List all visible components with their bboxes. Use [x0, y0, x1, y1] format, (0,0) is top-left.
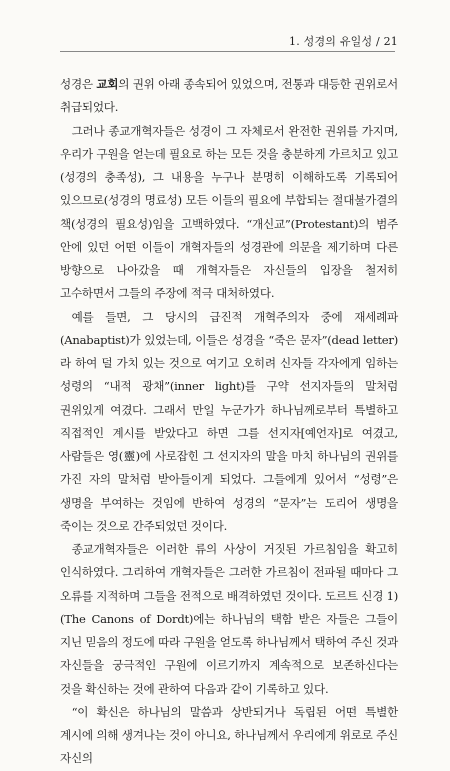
text-run: 의 권위 아래 종속되어 있었으며, 전통과 대등한 권위로서 취급되었다. [60, 77, 398, 115]
text-run: 예를 들면, 그 당시의 급진적 개혁주의자 중에 재세례파(Anabaptist)가 있었는데, 이들은 성경을 “죽은 문자”(dead letter)라 하여 덜 가치 있는 것으로 여기고 오히려 신자들 각자에게 임하는 성령의 “내적 광채”(inner light)를 구약 선지자들의 말처럼 권위있게 여겼다. 그래서 만일 누군가가 하나님께로부터 특별하고 직접적인 계시를 받았다고 하면 그를 선지자[예언자]로 여겼고, 사람들은 영(靈)에 사로잡힌 그 선지자의 말을 마치 하나님의 권위를 가진 자의 말처럼 받아들이게 되었다. 그들에게 있어서 “성령”은 생명을 부여하는 것임에 반하여 성경의 “문자”는 도리어 생명을 죽이는 것으로 간주되었던 것이다. [60, 309, 398, 533]
text-run: 그러나 종교개혁자들은 성경이 그 자체로서 완전한 권위를 가지며, 우리가 구원을 얻는데 필요로 하는 모든 것을 충분하게 가르치고 있고(성경의 충족성), 그 내용을 누구나 분명히 이해하도록 기록되어 있으므로(성경의 명료성) 모든 이들의 필요에 부합되는 절대불가결의 책(성경의 필요성)임을 고백하였다. “개신교”(Protestant)의 범주 안에 있던 어떤 이들이 개혁자들의 성경관에 의문을 제기하며 다른 방향으로 나아갔을 때 개혁자들은 자신들의 입장을 철저히 고수하면서 그들의 주장에 적극 대처하였다. [60, 123, 398, 301]
running-header: 1. 성경의 유일성 / 21 [289, 35, 398, 48]
text-run: “이 확신은 하나님의 말씀과 상반되거나 독립된 어떤 특별한 계시에 의해 생겨나는 것이 아니요, 하나님께서 우리에게 위로로 주신 자신의 [60, 704, 398, 766]
text-run: 종교개혁자들은 이러한 류의 사상이 거짓된 가르침임을 확고히 인식하였다. 그리하여 개혁자들은 그러한 가르침이 전파될 때마다 그 오류를 지적하며 그들을 전적으로 배격하였던 것이다. 도르트 신경 1)(The Canons of Dordt)에는 하나님의 택함 받은 자들은 그들이 지닌 믿음의 정도에 따라 구원을 얻도록 하나님께서 택하여 주신 것과 자신들을 궁극적인 구원에 이르기까지 계속적으로 보존하신다는 것을 확신하는 것에 관하여 다음과 같이 기록하고 있다. [60, 542, 398, 696]
body-text [60, 73, 398, 771]
text-run: 성경은 [60, 77, 97, 91]
paragraph [60, 73, 398, 120]
paragraph [60, 701, 398, 771]
emphasized-text: 교회 [96, 77, 119, 91]
header-rule [60, 51, 395, 52]
paragraph [60, 538, 398, 701]
paragraph [60, 120, 398, 306]
paragraph [60, 306, 398, 539]
